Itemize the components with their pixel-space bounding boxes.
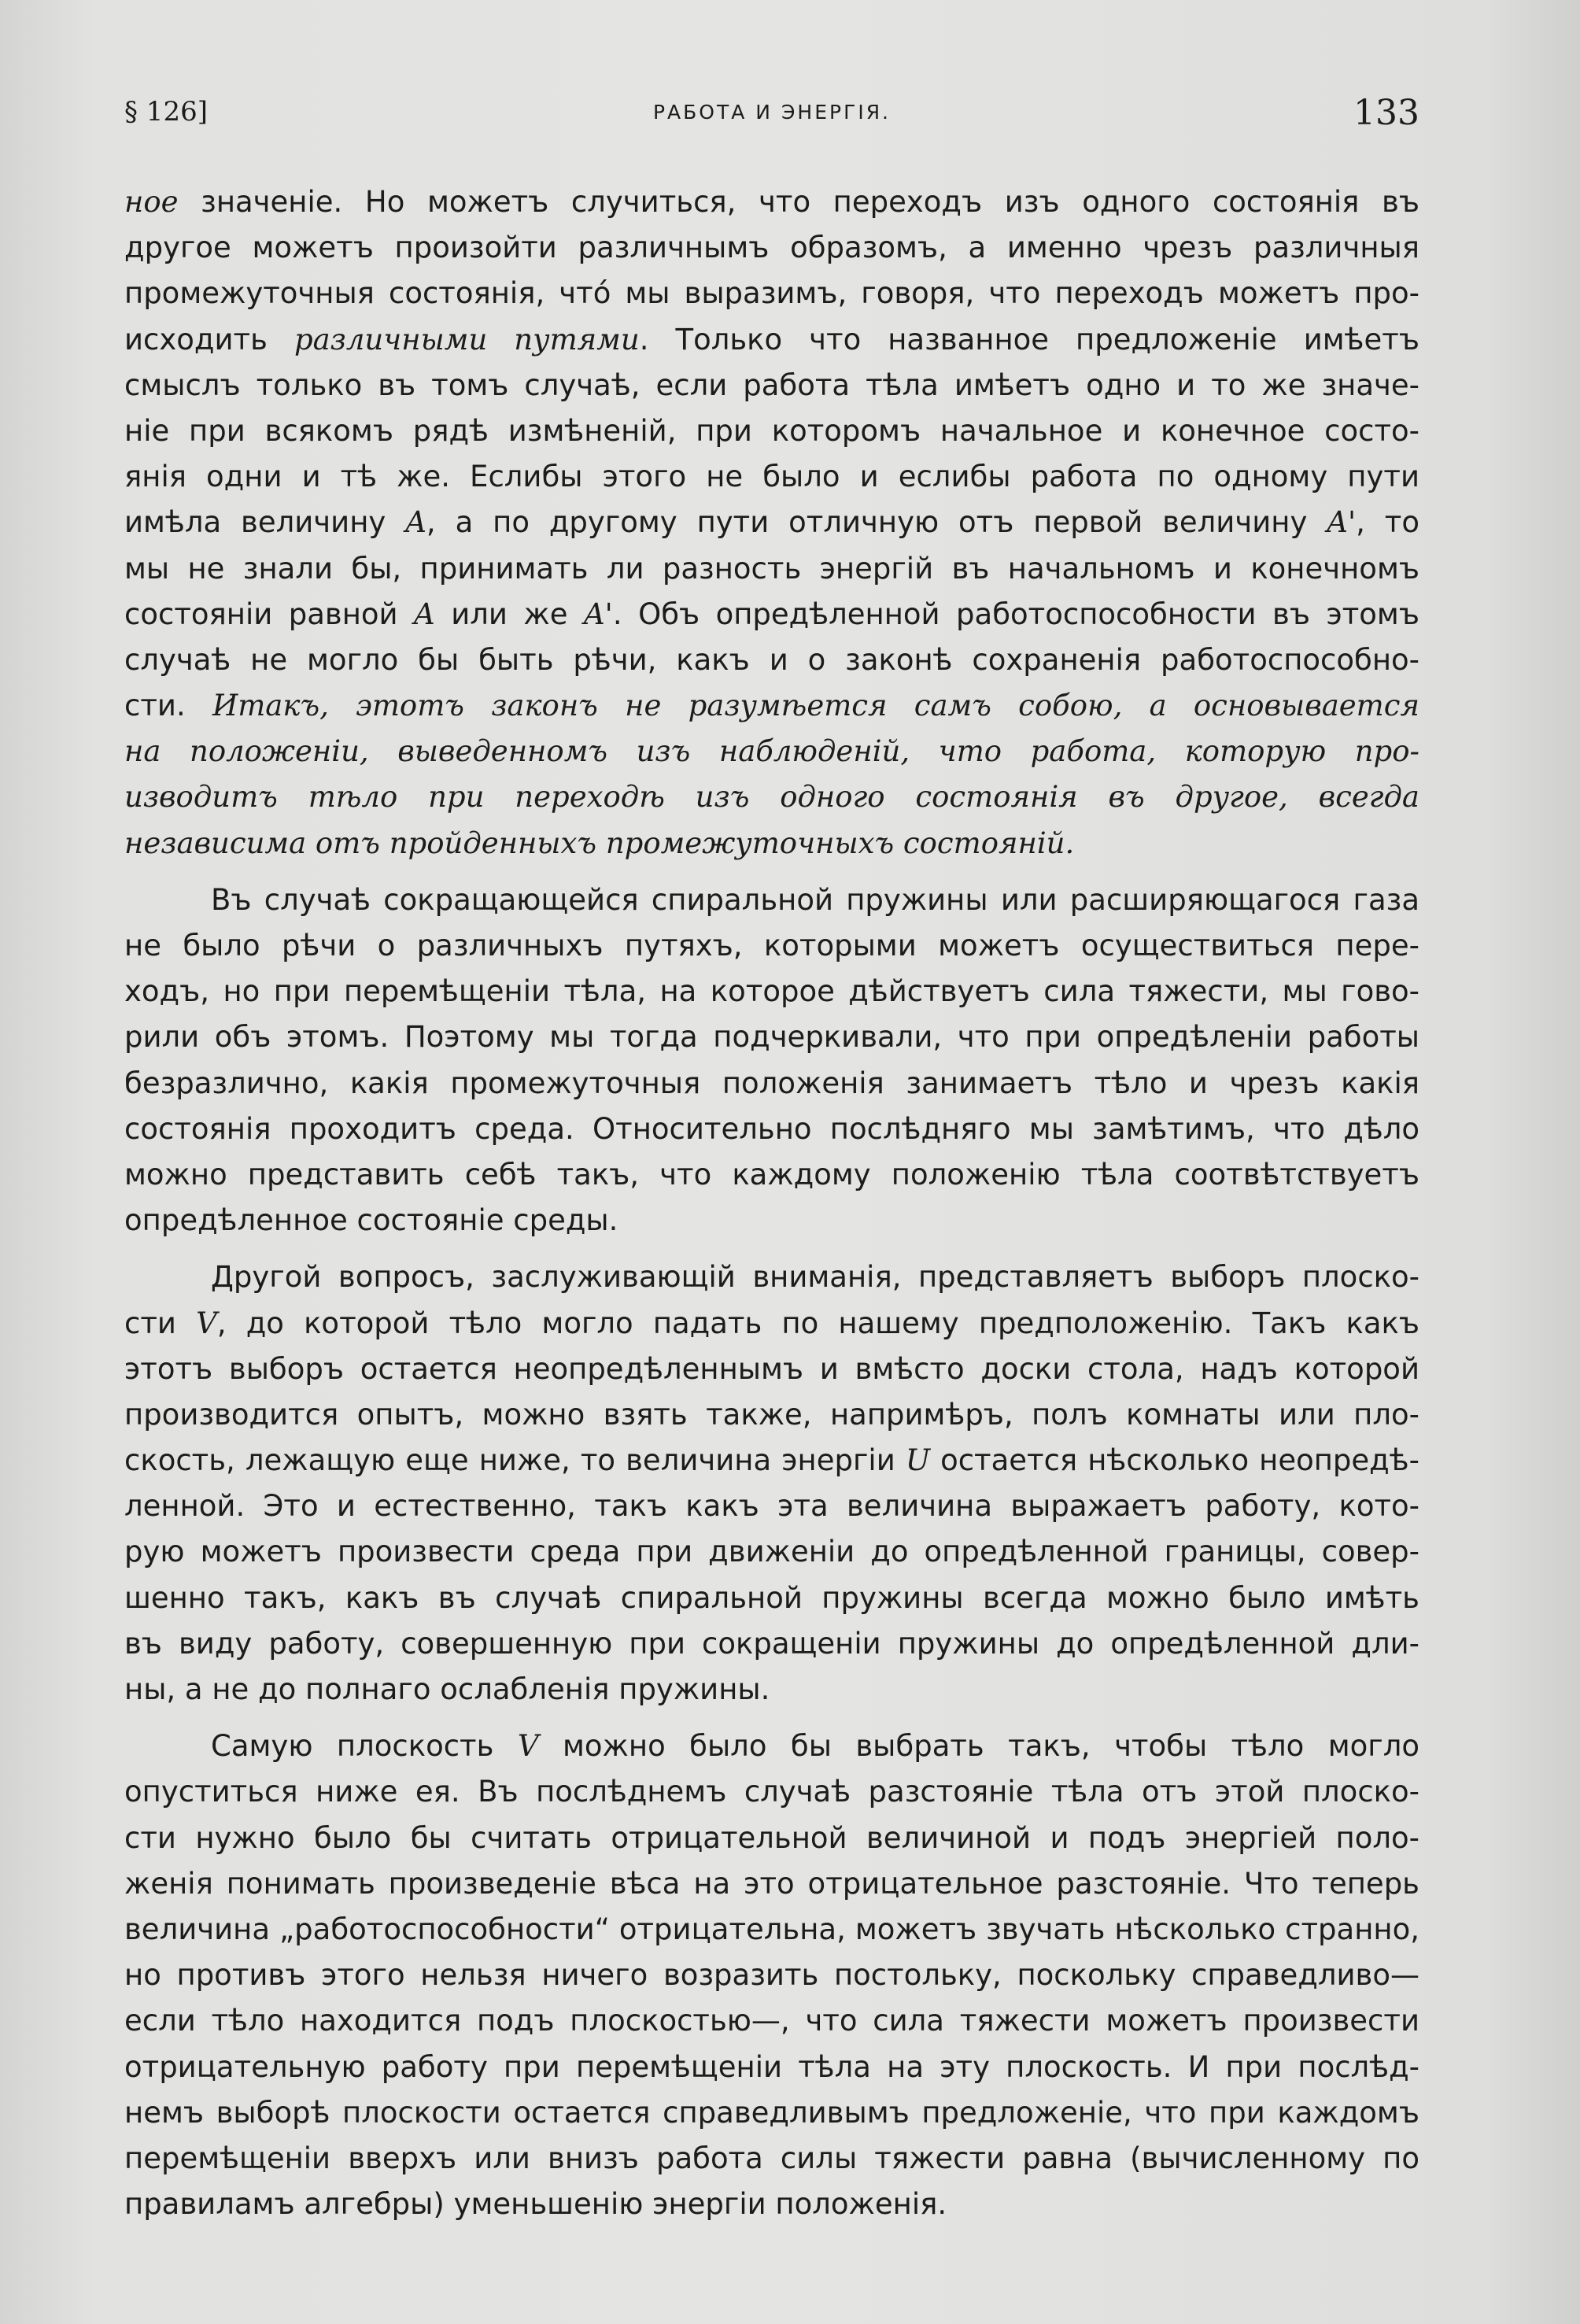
text-line [124,637,1419,683]
text-run: можно представить себѣ такъ, что каждому положенію тѣла соотвѣтствуетъ [124,1157,1419,1192]
text-line [124,1438,1419,1483]
text-line [124,923,1419,969]
text-run: скость, лежащую еще ниже, то величина энергіи [124,1443,906,1478]
text-line [124,1953,1419,1998]
text-line [124,408,1419,454]
running-title: РАБОТА И ЭНЕРГІЯ. [652,101,892,124]
text-line [124,1483,1419,1529]
text-line [124,2090,1419,2136]
text-line [124,1621,1419,1667]
text-run: ходъ, но при перемѣщеніи тѣла, на которое дѣйствуетъ сила тяжести, мы гово- [124,974,1419,1009]
text-run: значеніе. Но можетъ случиться, что переходъ изъ одного состоянія въ [178,185,1419,219]
text-run: величина „работоспособности“ отрицательна, можетъ звучать нѣсколько странно, [124,1912,1419,1946]
text-run: , а по другому пути отличную отъ первой величину [426,505,1327,540]
text-run: сти [124,1306,197,1340]
text-line [124,683,1419,729]
text-line [124,454,1419,500]
text-line [124,1198,1419,1243]
text-line [124,2136,1419,2182]
text-run: сти. [124,689,212,723]
text-line [124,1861,1419,1907]
text-run: янія одни и тѣ же. Еслибы этого не было и еслибы работа по одному пути [124,460,1419,494]
text-line [124,1254,1419,1300]
text-line [124,729,1419,774]
text-run: не было рѣчи о различныхъ путяхъ, которыми можетъ осуществиться пере- [124,929,1419,962]
italic-text: Итакъ, этотъ законъ не разумѣется самъ собою, а основывается [212,689,1419,723]
text-run: женія понимать произведеніе вѣса на это отрицательное разстояніе. Что теперь [124,1866,1419,1901]
text-line [124,317,1419,363]
text-line [124,225,1419,271]
text-line [124,546,1419,592]
italic-text: изводитъ тѣло при переходѣ изъ одного состоянія въ другое, всегда [124,780,1419,815]
text-run: другое можетъ произойти различнымъ образомъ, а именно чрезъ различныя [124,231,1419,265]
text-line [124,1107,1419,1152]
text-run: шенно такъ, какъ въ случаѣ спиральной пружины всегда можно было имѣть [124,1580,1419,1615]
text-line [124,592,1419,637]
text-line [124,1724,1419,1769]
italic-text: A' [583,597,613,631]
text-run: отрицательную работу при перемѣщеніи тѣла на эту плоскость. И при послѣд- [124,2049,1419,2084]
text-line [124,1392,1419,1438]
text-run: , до которой тѣло могло падать по нашему предположенію. Такъ какъ [216,1306,1419,1340]
italic-text: на положеніи, выведенномъ изъ наблюденій, что работа, которую про- [124,734,1419,769]
text-run: безразлично, какія промежуточныя положенія занимаетъ тѣло и чрезъ какія [124,1066,1419,1100]
text-run: . Только что названное предложеніе имѣетъ [639,322,1419,357]
text-run: можно было бы выбрать такъ, чтобы тѣло могло [538,1729,1419,1764]
text-run: но противъ этого нельзя ничего возразить постольку, поскольку справедливо— [124,1958,1419,1993]
text-run: мы не знали бы, принимать ли разность энергій въ начальномъ и конечномъ [124,551,1419,586]
text-line [124,774,1419,820]
text-line [124,179,1419,225]
text-run: ны, а не до полнаго ослабленія пружины. [124,1672,770,1706]
text-line [124,1907,1419,1953]
text-run: состоянія проходитъ среда. Относительно послѣдняго мы замѣтимъ, что дѣло [124,1111,1419,1146]
text-run: рили объ этомъ. Поэтому мы тогда подчеркивали, что при опредѣленіи работы [124,1020,1419,1055]
text-run: или же [434,597,584,631]
running-header [124,93,1419,140]
paragraph [124,179,1419,866]
text-line [124,969,1419,1014]
text-line [124,1816,1419,1861]
paragraph [124,878,1419,1244]
text-line [124,271,1419,316]
italic-text: V [517,1729,539,1764]
text-run: случаѣ не могло бы быть рѣчи, какъ и о законѣ сохраненія работоспособно- [124,642,1419,677]
text-run: рую можетъ произвести среда при движеніи до опредѣленной границы, совер- [124,1535,1419,1569]
text-line [124,821,1419,866]
text-run: смыслъ только въ томъ случаѣ, если работа тѣла имѣетъ одно и то же значе- [124,368,1419,402]
text-run: если тѣло находится подъ плоскостью—, что сила тяжести можетъ произвести [124,2004,1419,2038]
text-run: промежуточныя состоянія, чтó мы выразимъ, говоря, что переходъ можетъ про- [124,276,1419,311]
text-run: въ виду работу, совершенную при сокращеніи пружины до опредѣленной дли- [124,1626,1419,1661]
text-run: остается нѣсколько неопредѣ- [930,1443,1419,1478]
italic-text: A [414,597,435,631]
text-line [124,1014,1419,1060]
text-run: исходить [124,322,294,357]
text-run: состояніи равной [124,597,415,631]
italic-text: U [905,1443,930,1478]
text-run: немъ выборѣ плоскости остается справедливымъ предложеніе, что при каждомъ [124,2095,1419,2130]
italic-text: различными путями [293,322,640,357]
text-run: имѣла величину [124,505,406,540]
italic-text: V [196,1306,217,1340]
text-run: ленной. Это и естественно, такъ какъ эта величина выражаетъ работу, кото- [124,1489,1419,1524]
text-run: ніе при всякомъ рядѣ измѣненій, при которомъ начальное и конечное состо- [124,413,1419,448]
text-run: , то [1356,505,1419,540]
text-run: производится опытъ, можно взять также, напримѣръ, полъ комнаты или пло- [124,1397,1419,1432]
text-line [124,363,1419,408]
text-line [124,1347,1419,1392]
italic-text: независима отъ пройденныхъ промежуточныхъ состояній. [124,826,1075,860]
section-number: § 126] [124,96,208,127]
text-run: Самую плоскость [211,1729,518,1764]
text-line [124,1301,1419,1347]
italic-text: A [405,505,426,540]
text-line [124,500,1419,545]
paragraph [124,1254,1419,1713]
text-run: опредѣленное состояніе среды. [124,1203,618,1238]
text-line [124,1998,1419,2044]
italic-text: ное [124,185,179,219]
paragraph [124,1724,1419,2227]
text-run: . Объ опредѣленной работоспособности въ этомъ [612,597,1419,631]
page-number: 133 [1353,93,1419,133]
text-line [124,1152,1419,1198]
text-line [124,878,1419,923]
text-line [124,1529,1419,1575]
text-run: сти нужно было бы считать отрицательной величиной и подъ энергіей поло- [124,1820,1419,1855]
text-line [124,1667,1419,1713]
italic-text: A' [1327,505,1357,540]
text-line [124,1576,1419,1621]
text-run: перемѣщеніи вверхъ или внизъ работа силы тяжести равна (вычисленному по [124,2141,1419,2175]
text-line [124,1061,1419,1107]
text-run: этотъ выборъ остается неопредѣленнымъ и вмѣсто доски стола, надъ которой [124,1351,1419,1386]
text-run: Въ случаѣ сокращающейся спиральной пружины или расширяющагося газа [211,882,1419,917]
text-line [124,1769,1419,1815]
text-run: правиламъ алгебры) уменьшенію энергіи положенія. [124,2187,947,2222]
text-run: Другой вопросъ, заслуживающій вниманія, представляетъ выборъ плоско- [211,1260,1419,1295]
text-run: опуститься ниже ея. Въ послѣднемъ случаѣ разстояніе тѣла отъ этой плоско- [124,1775,1419,1809]
body-text [124,179,1419,2227]
text-line [124,2182,1419,2227]
text-line [124,2045,1419,2090]
